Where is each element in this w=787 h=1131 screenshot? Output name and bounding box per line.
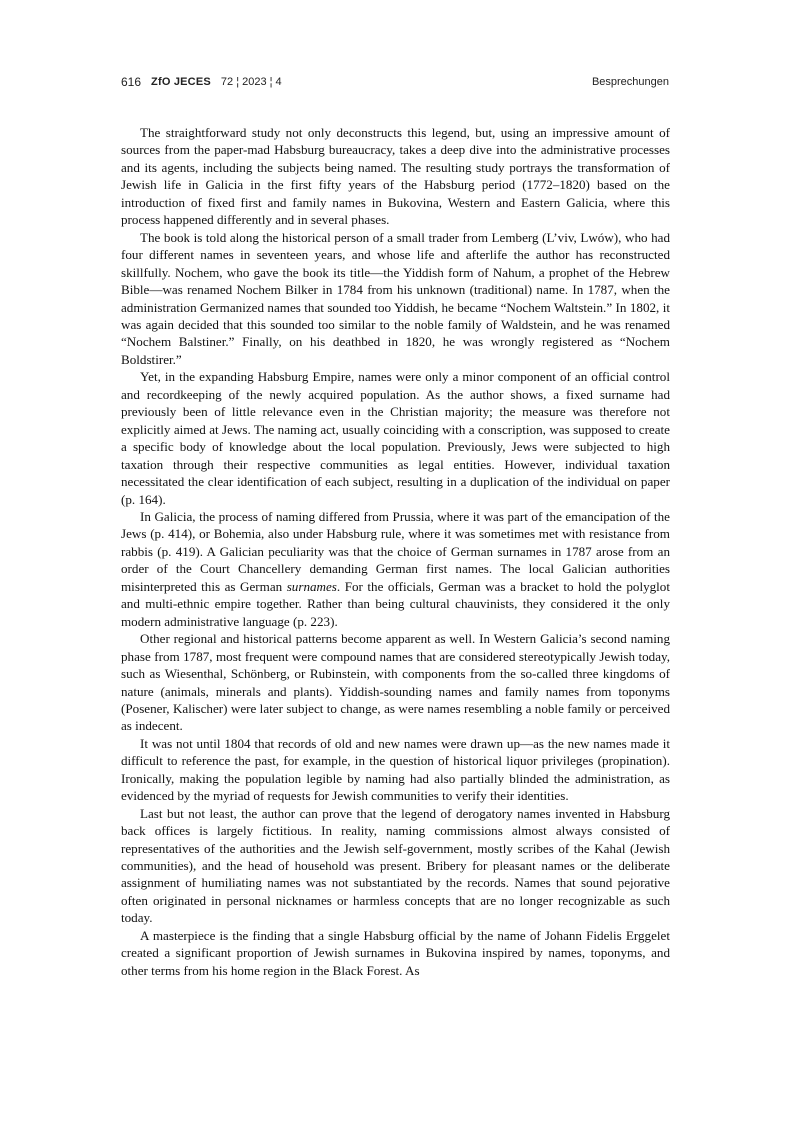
paragraph-7: Last but not least, the author can prove that the legend of derogatory names invented in Habsburg back offices is largely fictitious. In reality, naming commissions almost always consisted of representatives of the authorities and the Jewish self-government, mostly scribes of the Kahal (Jewish communities), and the head of household was present. Bribery for pleasant names or the deliberate assignment of humiliating names was not substantiated by the records. Names that sound pejorative often originated in personal nicknames or harmless concepts that are no longer recognizable as such today. [121, 805, 670, 926]
journal-abbreviation: ZfO JECES [151, 76, 211, 88]
paragraph-4-text-after: . For the officials, German was a bracket to hold the polyglot and multi-ethnic empire together. Rather than being cultural chauvinists, they considered it the only modern administrative language (p. 223). [121, 578, 670, 629]
paragraph-4 [121, 508, 670, 630]
paragraph-6: It was not until 1804 that records of old and new names were drawn up—as the new names made it difficult to reference the past, for example, in the question of historical liquor privileges (propination). Ironically, making the population legible by naming had also partially blinded the administration, as evidenced by the myriad of requests for Jewish communities to verify their identities. [121, 735, 670, 804]
page-number: 616 [121, 75, 142, 89]
article-body [121, 124, 670, 979]
header-left-group [121, 75, 282, 89]
section-title: Besprechungen [591, 76, 669, 88]
volume-issue: 72 ¦ 2023 ¦ 4 [220, 76, 282, 88]
paragraph-5: Other regional and historical patterns become apparent as well. In Western Galicia’s second naming phase from 1787, most frequent were compound names that are considered stereotypically Jewish today, such as Wiesenthal, Schönberg, or Rubinstein, with components from the so-called three kingdoms of nature (animals, minerals and plants). Yiddish-sounding names and family names from toponyms (Posener, Kalischer) were later subject to change, as were names resembling a noble family or perceived as indecent. [121, 631, 670, 734]
paragraph-4-emphasis: surnames [286, 578, 337, 594]
paragraph-2: The book is told along the historical person of a small trader from Lemberg (L’viv, Lwów), who had four different names in seventeen years, and whose life and afterlife the author has reconstructed skillfully. Nochem, who gave the book its title—the Yiddish form of Nahum, a prophet of the Hebrew Bible—was renamed Nochem Bilker in 1784 from his unknown (traditional) name. In 1787, when the administration Germanized names that sounded too Yiddish, he became “Nochem Waltstein.” In 1802, it was again decided that this sounded too similar to the noble family of Waldstein, and he was renamed “Nochem Balstiner.” Finally, on his deathbed in 1820, he was wrongly registered as “Nochem Boldstirer.” [121, 229, 670, 367]
paragraph-1: The straightforward study not only deconstructs this legend, but, using an impressive amount of sources from the paper-mad Habsburg bureaucracy, takes a deep dive into the administrative processes and its agents, including the subjects being named. The resulting study portrays the transformation of Jewish life in Galicia in the first fifty years of the Habsburg period (1772–1820) based on the introduction of fixed first and family names in Bukovina, Western and Eastern Galicia, where this process happened differently and in several phases. [121, 125, 670, 228]
paragraph-4-text-before: In Galicia, the process of naming differed from Prussia, where it was part of the emancipation of the Jews (p. 414), or Bohemia, also under Habsburg rule, where it was sometimes met with resistance from rabbis (p. 419). A Galician peculiarity was that the choice of German surnames in 1787 arose from an order of the Court Chancellery demanding German first names. The local Galician authorities misinterpreted this as German [121, 508, 670, 594]
paragraph-3: Yet, in the expanding Habsburg Empire, names were only a minor component of an official control and recordkeeping of the newly acquired population. As the author shows, a fixed surname had previously been of little relevance even in the Christian majority; the measure was therefore not explicitly aimed at Jews. The naming act, usually coinciding with a conscription, was supposed to create a specific body of knowledge about the local population. Previously, Jews were subjected to high taxation through their respective communities as legal entities. However, individual taxation necessitated the clear identification of each subject, resulting in a duplication of the individual on paper (p. 164). [121, 369, 670, 507]
running-header [121, 74, 669, 90]
paragraph-8: A masterpiece is the finding that a single Habsburg official by the name of Johann Fidelis Erggelet created a significant proportion of Jewish surnames in Bukovina inspired by names, toponyms, and other terms from his home region in the Black Forest. As [121, 927, 670, 978]
